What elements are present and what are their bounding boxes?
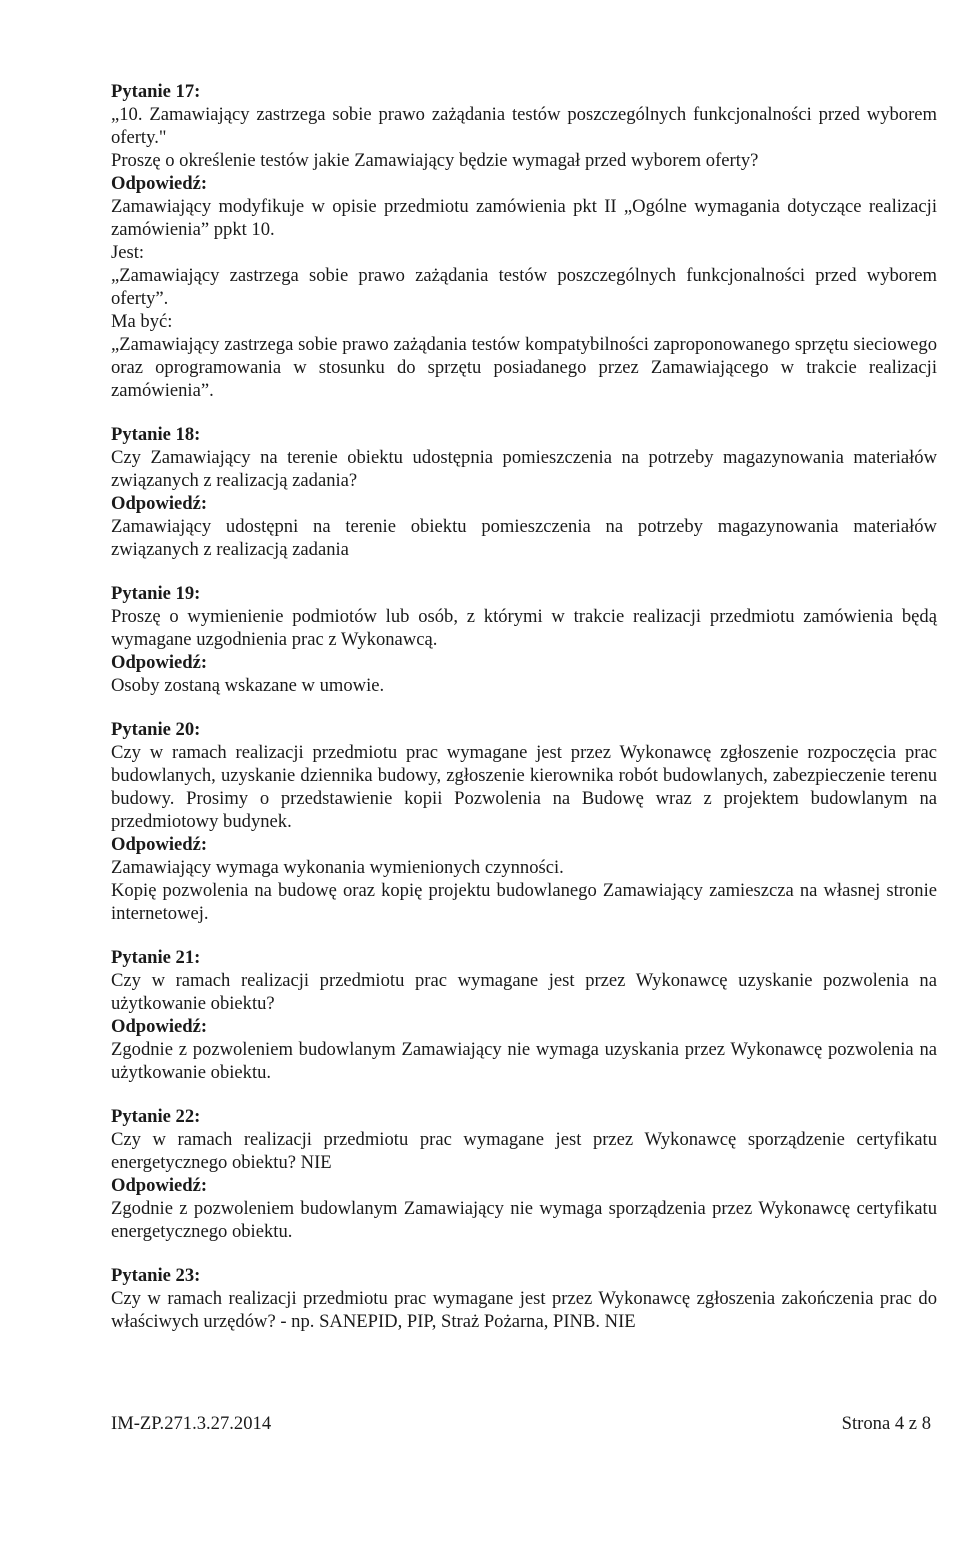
answer-text: Jest: (111, 242, 145, 263)
answer-label: Odpowiedź: (111, 834, 208, 855)
question-block-17 (111, 80, 937, 402)
question-title: Pytanie 23: (111, 1265, 201, 1286)
question-block-20 (111, 718, 937, 925)
question-title: Pytanie 18: (111, 424, 201, 445)
page-number: Strona 4 z 8 (841, 1413, 931, 1434)
question-text: Czy w ramach realizacji przedmiotu prac wymagane jest przez Wykonawcę zgłoszenia zakończenia prac do właściwych urzędów? - np. SANEPID, PIP, Straż Pożarna, PINB. NIE (111, 1288, 937, 1332)
answer-text: Zgodnie z pozwoleniem budowlanym Zamawiający nie wymaga uzyskania przez Wykonawcę pozwolenia na użytkowanie obiektu. (111, 1039, 937, 1083)
answer-text: Osoby zostaną wskazane w umowie. (111, 675, 385, 696)
document-reference: IM-ZP.271.3.27.2014 (111, 1413, 272, 1434)
question-text: Proszę o określenie testów jakie Zamawiający będzie wymagał przed wyborem oferty? (111, 150, 759, 171)
answer-label: Odpowiedź: (111, 173, 208, 194)
document-page (111, 80, 937, 1354)
answer-label: Odpowiedź: (111, 493, 208, 514)
question-title: Pytanie 22: (111, 1106, 201, 1127)
question-title: Pytanie 19: (111, 583, 201, 604)
question-text: Czy Zamawiający na terenie obiektu udostępnia pomieszczenia na potrzeby magazynowania materiałów związanych z realizacją zadania? (111, 447, 937, 491)
answer-text: Zamawiający wymaga wykonania wymienionych czynności. (111, 857, 564, 878)
answer-text: Zamawiający modyfikuje w opisie przedmiotu zamówienia pkt II „Ogólne wymagania dotyczące realizacji zamówienia” ppkt 10. (111, 196, 937, 240)
question-block-23 (111, 1264, 937, 1333)
question-block-19 (111, 582, 937, 697)
answer-text: Zgodnie z pozwoleniem budowlanym Zamawiający nie wymaga sporządzenia przez Wykonawcę certyfikatu energetycznego obiektu. (111, 1198, 937, 1242)
answer-text: „Zamawiający zastrzega sobie prawo zażądania testów kompatybilności zaproponowanego sprzętu sieciowego oraz oprogramowania w stosunku do sprzętu posiadanego przez Zamawiającego w trakcie realizacji zamówienia”. (111, 334, 937, 401)
answer-text: Zamawiający udostępni na terenie obiektu pomieszczenia na potrzeby magazynowania materiałów związanych z realizacją zadania (111, 516, 937, 560)
answer-text: Kopię pozwolenia na budowę oraz kopię projektu budowlanego Zamawiający zamieszcza na własnej stronie internetowej. (111, 880, 937, 924)
answer-text: Ma być: (111, 311, 173, 332)
question-title: Pytanie 21: (111, 947, 201, 968)
answer-label: Odpowiedź: (111, 1175, 208, 1196)
answer-label: Odpowiedź: (111, 652, 208, 673)
question-block-22 (111, 1105, 937, 1243)
question-text: Czy w ramach realizacji przedmiotu prac wymagane jest przez Wykonawcę zgłoszenie rozpoczęcia prac budowlanych, uzyskanie dziennika budowy, zgłoszenie kierownika robót budowlanych, zabezpieczenie terenu budowy. Prosimy o przedstawienie kopii Pozwolenia na Budowę wraz z projektem budowlanym na przedmiotowy budynek. (111, 742, 937, 832)
question-title: Pytanie 17: (111, 81, 201, 102)
question-block-18 (111, 423, 937, 561)
answer-label: Odpowiedź: (111, 1016, 208, 1037)
question-title: Pytanie 20: (111, 719, 201, 740)
question-text: Czy w ramach realizacji przedmiotu prac wymagane jest przez Wykonawcę uzyskanie pozwolenia na użytkowanie obiektu? (111, 970, 937, 1014)
question-text: Proszę o wymienienie podmiotów lub osób, z którymi w trakcie realizacji przedmiotu zamówienia będą wymagane uzgodnienia prac z Wykonawcą. (111, 606, 937, 650)
question-block-21 (111, 946, 937, 1084)
answer-text: „Zamawiający zastrzega sobie prawo zażądania testów poszczególnych funkcjonalności przed wyborem oferty”. (111, 265, 937, 309)
question-text: Czy w ramach realizacji przedmiotu prac wymagane jest przez Wykonawcę sporządzenie certyfikatu energetycznego obiektu? NIE (111, 1129, 937, 1173)
question-text: „10. Zamawiający zastrzega sobie prawo zażądania testów poszczególnych funkcjonalności przed wyborem oferty." (111, 104, 937, 148)
